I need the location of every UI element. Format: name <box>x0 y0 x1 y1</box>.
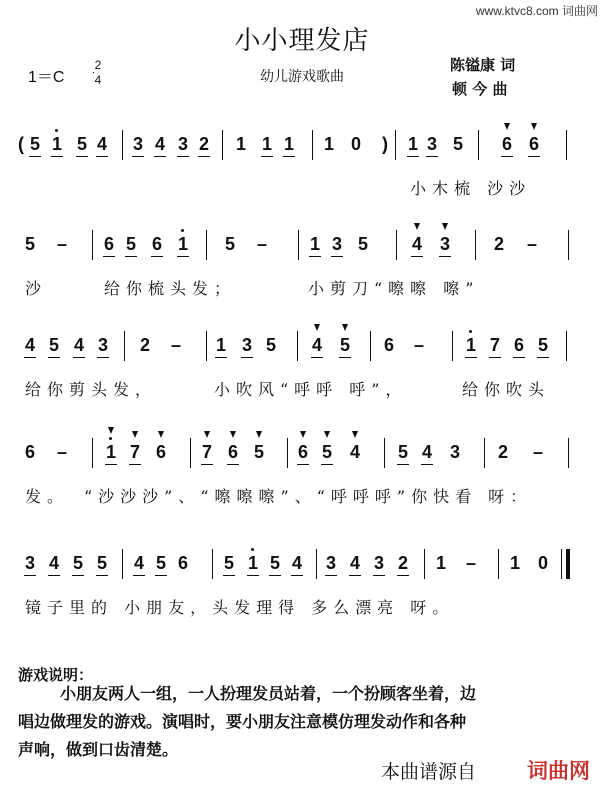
score-symbol: 6 <box>514 335 525 355</box>
score-symbol: 5 <box>49 335 60 355</box>
score-symbol: 5 <box>254 442 265 462</box>
score-symbol: 5 <box>225 234 236 254</box>
score-symbol: – <box>527 234 538 254</box>
barline <box>206 230 207 260</box>
underline-mark <box>132 156 144 157</box>
underline-mark <box>215 357 227 358</box>
underline-mark <box>24 575 36 576</box>
accent-mark <box>204 431 210 438</box>
barline <box>316 549 317 579</box>
underline-mark <box>151 256 163 257</box>
score-symbol: 3 <box>98 335 109 355</box>
score-symbol: 5 <box>266 335 277 355</box>
score-symbol: 3 <box>242 335 253 355</box>
score-line <box>0 132 604 172</box>
score-line <box>0 232 604 272</box>
accent-mark <box>132 431 138 438</box>
underline-mark <box>247 575 259 576</box>
underline-mark <box>198 156 210 157</box>
score-symbol: ) <box>382 134 388 154</box>
score-symbol: 2 <box>494 234 505 254</box>
underline-mark <box>397 575 409 576</box>
time-signature-top: 2 <box>94 58 102 72</box>
score-symbol: 6 <box>529 134 540 154</box>
accent-mark <box>230 431 236 438</box>
barline <box>370 331 371 361</box>
underline-mark <box>73 357 85 358</box>
score-symbol: 2 <box>140 335 151 355</box>
lyric-line: 发。 <box>25 487 70 506</box>
underline-mark <box>76 156 88 157</box>
score-symbol: 3 <box>374 553 385 573</box>
underline-mark <box>155 575 167 576</box>
lyric-line: 镜子里的 小朋友，头发理得 多么漂亮 呀。 <box>25 598 455 617</box>
barline <box>298 230 299 260</box>
underline-mark <box>241 357 253 358</box>
accent-mark <box>158 431 164 438</box>
accent-mark <box>342 324 348 331</box>
accent-mark <box>352 431 358 438</box>
barline <box>222 130 223 160</box>
score-symbol: 4 <box>155 134 166 154</box>
score-symbol: 4 <box>312 335 323 355</box>
underline-mark <box>283 156 295 157</box>
score-symbol: 2 <box>498 442 509 462</box>
accent-mark <box>256 431 262 438</box>
barline <box>122 130 123 160</box>
underline-mark <box>177 156 189 157</box>
score-line <box>0 333 604 373</box>
barline <box>424 549 425 579</box>
score-symbol: – <box>57 442 68 462</box>
score-symbol: 2 <box>199 134 210 154</box>
score-symbol: 4 <box>422 442 433 462</box>
score-symbol: 5 <box>77 134 88 154</box>
score-symbol: 1 <box>216 335 227 355</box>
score-symbol: 3 <box>427 134 438 154</box>
score-symbol: 1 <box>248 553 259 573</box>
lyric-line: “沙沙沙”、“嚓嚓嚓”、“呼呼呼”你快看 呀： <box>84 487 533 506</box>
underline-mark <box>97 357 109 358</box>
site-logo: 词曲网 <box>527 759 590 783</box>
underline-mark <box>261 156 273 157</box>
accent-mark <box>314 324 320 331</box>
score-symbol: 5 <box>224 553 235 573</box>
underline-mark <box>537 357 549 358</box>
lyric-line: 小吹风“呼呼 呼”， <box>214 380 408 399</box>
score-symbol: 1 <box>262 134 273 154</box>
underline-mark <box>129 464 141 465</box>
underline-mark <box>96 156 108 157</box>
score-symbol: 7 <box>130 442 141 462</box>
barline <box>206 331 207 361</box>
barline <box>484 438 485 468</box>
underline-mark <box>297 464 309 465</box>
score-symbol: 4 <box>25 335 36 355</box>
octave-dot <box>55 129 58 132</box>
octave-dot <box>251 548 254 551</box>
barline <box>475 230 476 260</box>
barline <box>297 331 298 361</box>
score-symbol: – <box>414 335 425 355</box>
score-symbol: ( <box>18 134 24 154</box>
barline <box>568 230 569 260</box>
barline <box>561 549 562 579</box>
score-symbol: 1 <box>236 134 247 154</box>
underline-mark <box>105 464 117 465</box>
score-symbol: 7 <box>202 442 213 462</box>
score-symbol: 5 <box>270 553 281 573</box>
barline <box>498 549 499 579</box>
underline-mark <box>291 575 303 576</box>
score-symbol: 4 <box>350 553 361 573</box>
score-symbol: 5 <box>340 335 351 355</box>
score-symbol: 5 <box>398 442 409 462</box>
barline <box>122 549 123 579</box>
score-symbol: 4 <box>412 234 423 254</box>
barline <box>190 438 191 468</box>
score-symbol: 5 <box>126 234 137 254</box>
underline-mark <box>177 256 189 257</box>
underline-mark <box>339 357 351 358</box>
underline-mark <box>223 575 235 576</box>
underline-mark <box>311 357 323 358</box>
score-symbol: 5 <box>30 134 41 154</box>
score-symbol: 5 <box>73 553 84 573</box>
score-symbol: 6 <box>384 335 395 355</box>
score-symbol: – <box>171 335 182 355</box>
game-notes-line: 声响，做到口齿清楚。 <box>18 740 179 759</box>
score-symbol: 4 <box>74 335 85 355</box>
score-symbol: 6 <box>152 234 163 254</box>
score-symbol: 1 <box>178 234 189 254</box>
barline <box>568 438 569 468</box>
score-symbol: 6 <box>104 234 115 254</box>
score-symbol: 1 <box>408 134 419 154</box>
score-symbol: 1 <box>310 234 321 254</box>
octave-dot <box>469 330 472 333</box>
game-notes-line: 唱边做理发的游戏。演唱时，要小朋友注意模仿理发动作和各种 <box>18 712 467 731</box>
barline <box>92 230 93 260</box>
underline-mark <box>103 256 115 257</box>
underline-mark <box>501 156 513 157</box>
score-symbol: 4 <box>350 442 361 462</box>
octave-dot <box>109 437 112 440</box>
underline-mark <box>489 357 501 358</box>
accent-mark <box>531 123 537 130</box>
accent-mark <box>414 223 420 230</box>
score-symbol: 6 <box>502 134 513 154</box>
score-symbol: 1 <box>52 134 63 154</box>
underline-mark <box>309 256 321 257</box>
score-symbol: – <box>533 442 544 462</box>
accent-mark <box>324 431 330 438</box>
underline-mark <box>51 156 63 157</box>
barline <box>312 130 313 160</box>
underline-mark <box>325 575 337 576</box>
score-symbol: 3 <box>326 553 337 573</box>
underline-mark <box>201 464 213 465</box>
underline-mark <box>269 575 281 576</box>
accent-mark <box>504 123 510 130</box>
barline <box>396 230 397 260</box>
barline <box>395 130 396 160</box>
score-symbol: 5 <box>25 234 36 254</box>
barline <box>212 549 213 579</box>
score-symbol: 5 <box>538 335 549 355</box>
barline <box>566 130 567 160</box>
underline-mark <box>48 575 60 576</box>
underline-mark <box>465 357 477 358</box>
score-symbol: 1 <box>106 442 117 462</box>
underline-mark <box>513 357 525 358</box>
underline-mark <box>373 575 385 576</box>
score-symbol: 1 <box>324 134 335 154</box>
source-text: 本曲谱源自 <box>380 761 476 783</box>
barline <box>566 331 567 361</box>
time-signature-bottom: 4 <box>94 73 102 87</box>
score-symbol: 3 <box>450 442 461 462</box>
barline <box>566 549 570 579</box>
underline-mark <box>72 575 84 576</box>
underline-mark <box>528 156 540 157</box>
underline-mark <box>397 464 409 465</box>
lyric-line: 小剪刀“嚓嚓 嚓” <box>308 279 480 298</box>
barline <box>384 438 385 468</box>
barline <box>478 130 479 160</box>
song-title: 小小理发店 <box>234 26 370 56</box>
underline-mark <box>426 156 438 157</box>
underline-mark <box>411 256 423 257</box>
song-subtitle: 幼儿游戏歌曲 <box>260 69 344 85</box>
score-symbol: – <box>57 234 68 254</box>
score-symbol: 4 <box>49 553 60 573</box>
score-symbol: 3 <box>440 234 451 254</box>
score-symbol: 0 <box>351 134 362 154</box>
score-symbol: 5 <box>453 134 464 154</box>
score-symbol: 3 <box>133 134 144 154</box>
score-symbol: 2 <box>398 553 409 573</box>
score-symbol: 4 <box>97 134 108 154</box>
score-symbol: 1 <box>436 553 447 573</box>
score-symbol: 6 <box>298 442 309 462</box>
lyric-line: 小木梳 沙沙 <box>410 179 532 198</box>
score-line <box>0 551 604 591</box>
lyric-line: 沙 <box>25 279 48 298</box>
score-symbol: 3 <box>25 553 36 573</box>
underline-mark <box>321 464 333 465</box>
lyric-line: 给你剪头发， <box>25 380 158 399</box>
underline-mark <box>407 156 419 157</box>
barline <box>92 438 93 468</box>
underline-mark <box>349 575 361 576</box>
score-symbol: 1 <box>510 553 521 573</box>
score-symbol: 5 <box>97 553 108 573</box>
underline-mark <box>48 357 60 358</box>
barline <box>124 331 125 361</box>
score-symbol: 1 <box>284 134 295 154</box>
barline <box>287 438 288 468</box>
lyric-line: 给你梳头发； <box>104 279 237 298</box>
accent-mark <box>300 431 306 438</box>
score-symbol: 5 <box>358 234 369 254</box>
score-symbol: 6 <box>156 442 167 462</box>
underline-mark <box>439 256 451 257</box>
score-symbol: 3 <box>178 134 189 154</box>
underline-mark <box>133 575 145 576</box>
octave-dot <box>181 229 184 232</box>
score-symbol: 4 <box>292 553 303 573</box>
underline-mark <box>125 256 137 257</box>
underline-mark <box>96 575 108 576</box>
key-signature: 1＝C <box>28 69 65 86</box>
score-symbol: 5 <box>156 553 167 573</box>
score-symbol: 6 <box>228 442 239 462</box>
accent-mark <box>108 427 114 434</box>
score-symbol: – <box>257 234 268 254</box>
game-notes-label: 游戏说明： <box>18 666 94 684</box>
score-symbol: 6 <box>25 442 36 462</box>
lyric-line: 给你吹头 <box>462 380 551 399</box>
score-symbol: – <box>466 553 477 573</box>
accent-mark <box>442 223 448 230</box>
site-watermark: www.ktvc8.com 词曲网 <box>475 4 598 18</box>
barline <box>452 331 453 361</box>
underline-mark <box>227 464 239 465</box>
score-symbol: 5 <box>322 442 333 462</box>
score-symbol: 4 <box>134 553 145 573</box>
score-symbol: 6 <box>178 553 189 573</box>
underline-mark <box>421 464 433 465</box>
score-symbol: 0 <box>538 553 549 573</box>
underline-mark <box>331 256 343 257</box>
score-symbol: 1 <box>466 335 477 355</box>
composer-credit: 顿 今 曲 <box>452 80 508 98</box>
underline-mark <box>24 357 36 358</box>
score-symbol: 3 <box>332 234 343 254</box>
score-line <box>0 440 604 480</box>
lyricist-credit: 陈镒康 词 <box>450 56 516 74</box>
score-symbol: 7 <box>490 335 501 355</box>
underline-mark <box>29 156 41 157</box>
game-notes-line: 小朋友两人一组，一人扮理发员站着，一个扮顾客坐着，边 <box>60 684 477 703</box>
underline-mark <box>154 156 166 157</box>
